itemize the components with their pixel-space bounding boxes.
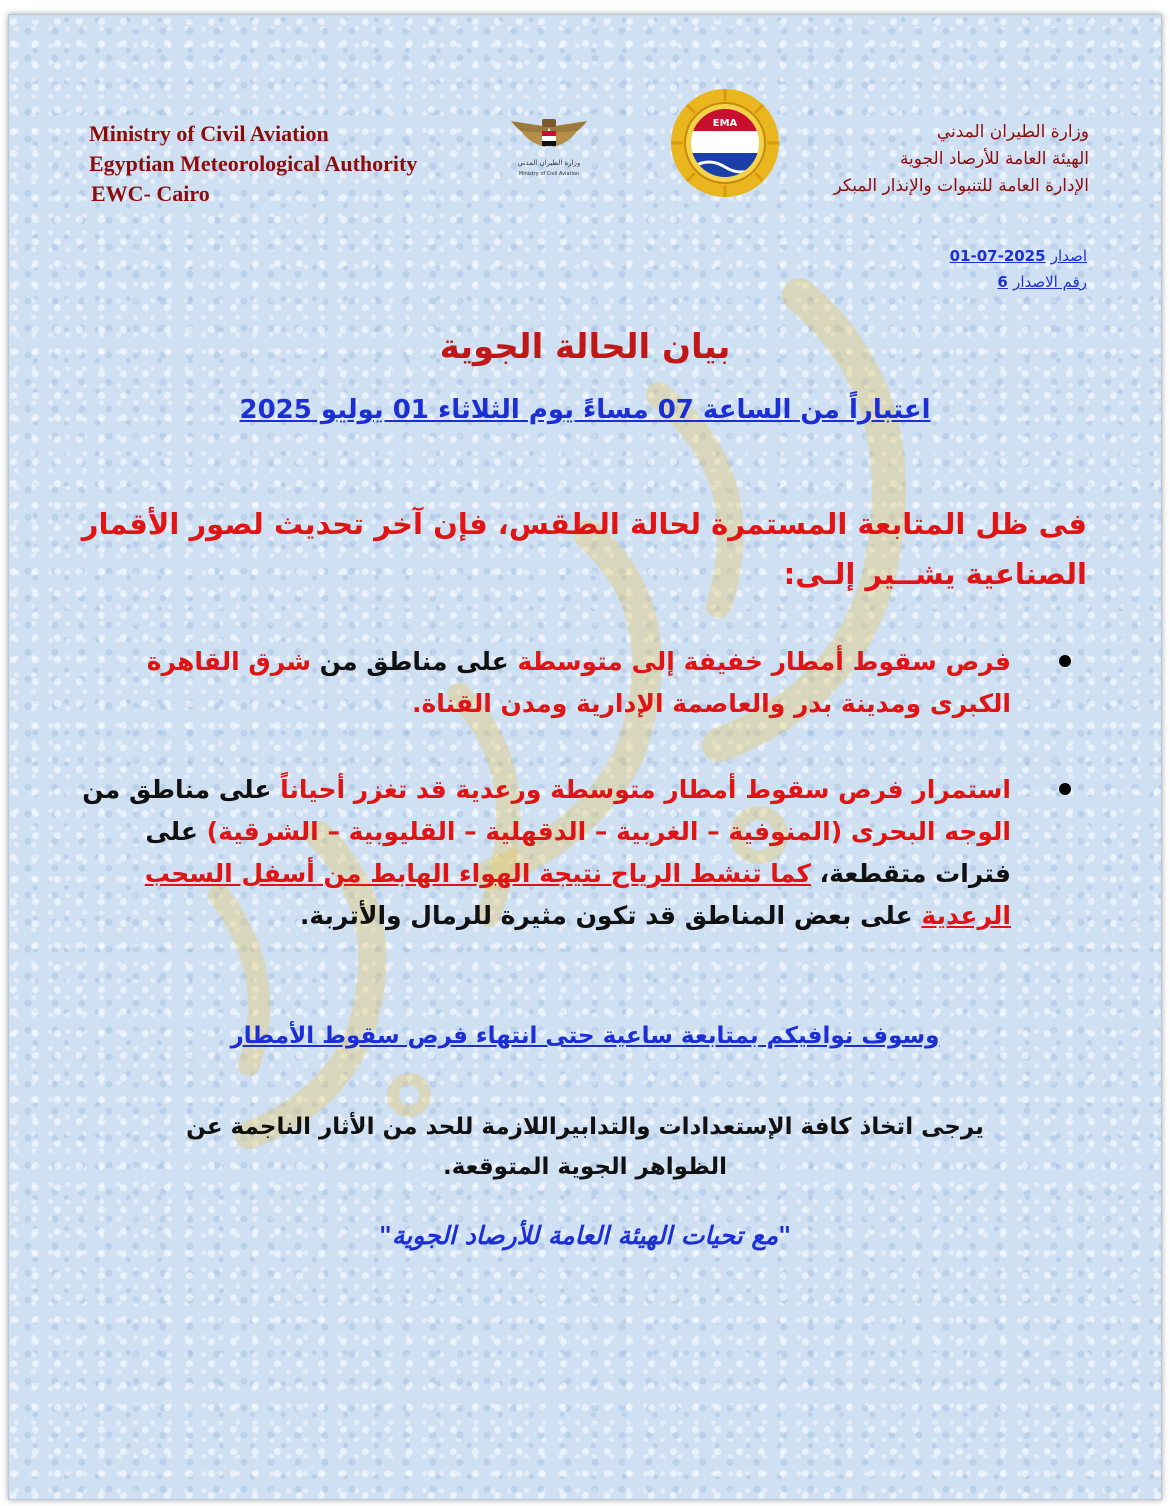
- forecast-1-phenomenon: فرص سقوط أمطار خفيفة إلى متوسطة: [517, 647, 1011, 676]
- header-english: [89, 119, 529, 209]
- validity-subtitle: اعتباراً من الساعة 07 مساءً يوم الثلاثاء 01 يوليو 2025: [239, 395, 931, 425]
- document-page: [8, 14, 1162, 1500]
- page-title: بيان الحالة الجوية: [439, 327, 731, 367]
- forecast-list: [79, 641, 1089, 937]
- follow-up-notice: وسوف نوافيكم بمتابعة ساعية حتى انتهاء فرص سقوط الأمطار: [230, 1023, 940, 1049]
- header-ar-ministry: وزارة الطيران المدني: [936, 122, 1089, 142]
- header-arabic: [729, 119, 1089, 200]
- header-en-center: EWC- Cairo: [91, 181, 210, 206]
- forecast-2-winds: كما تنشط الرياح نتيجة الهواء الهابط من أسفل السحب الرعدية: [144, 859, 1011, 930]
- header-en-authority: Egyptian Meteorological Authority: [89, 151, 418, 176]
- header-ar-authority: الهيئة العامة للأرصاد الجوية: [899, 149, 1089, 169]
- bullet-dot-icon: [1059, 783, 1071, 795]
- forecast-2-phenomenon: استمرار فرص سقوط أمطار متوسطة ورعدية قد تغزر أحياناً: [280, 775, 1011, 804]
- precaution-note: يرجى اتخاذ كافة الإستعدادات والتدابيراللازمة للحد من الأثار الناجمة عن الظواهر الجوية المتوقعة.: [186, 1114, 984, 1180]
- bullet-dot-icon: [1059, 655, 1071, 667]
- intro-paragraph: فى ظل المتابعة المستمرة لحالة الطقس، فإن آخر تحديث لصور الأقمار الصناعية يشــير إلـى:: [81, 507, 1087, 591]
- forecast-1-connector: على مناطق من: [310, 647, 518, 676]
- header-en-ministry: Ministry of Civil Aviation: [89, 121, 329, 146]
- ministry-logo-caption-en: Ministry of Civil Aviation: [518, 171, 580, 177]
- ema-logo-text: EMA: [712, 118, 738, 129]
- ministry-logo: [507, 113, 591, 185]
- forecast-1-regions: شرق القاهرة الكبرى ومدينة بدر والعاصمة الإدارية ومدن القناة.: [146, 647, 1011, 718]
- forecast-item-1: [79, 641, 1089, 725]
- header-ar-department: الإدارة العامة للتنبوات والإنذار المبكر: [833, 176, 1089, 196]
- ministry-logo-caption: وزارة الطيران المدني: [517, 159, 581, 167]
- forecast-2-regions: الوجه البحرى (المنوفية – الغربية – الدقهلية – القليوبية – الشرقية): [206, 817, 1011, 846]
- issue-info: [827, 243, 1087, 295]
- closing-greeting: "مع تحيات الهيئة العامة للأرصاد الجوية": [378, 1221, 792, 1250]
- issue-date: 2025-07-01: [949, 247, 1046, 265]
- forecast-item-2: [79, 769, 1089, 937]
- issue-number: 6: [997, 273, 1008, 291]
- forecast-2-connector: على مناطق من: [82, 775, 281, 804]
- issue-number-label: رقم الاصدار: [1013, 273, 1087, 291]
- forecast-2-timing: على فترات متقطعة،: [145, 817, 1011, 888]
- issue-label: اصدار: [1050, 247, 1087, 265]
- forecast-2-dust: على بعض المناطق قد تكون مثيرة للرمال والأتربة.: [299, 901, 922, 930]
